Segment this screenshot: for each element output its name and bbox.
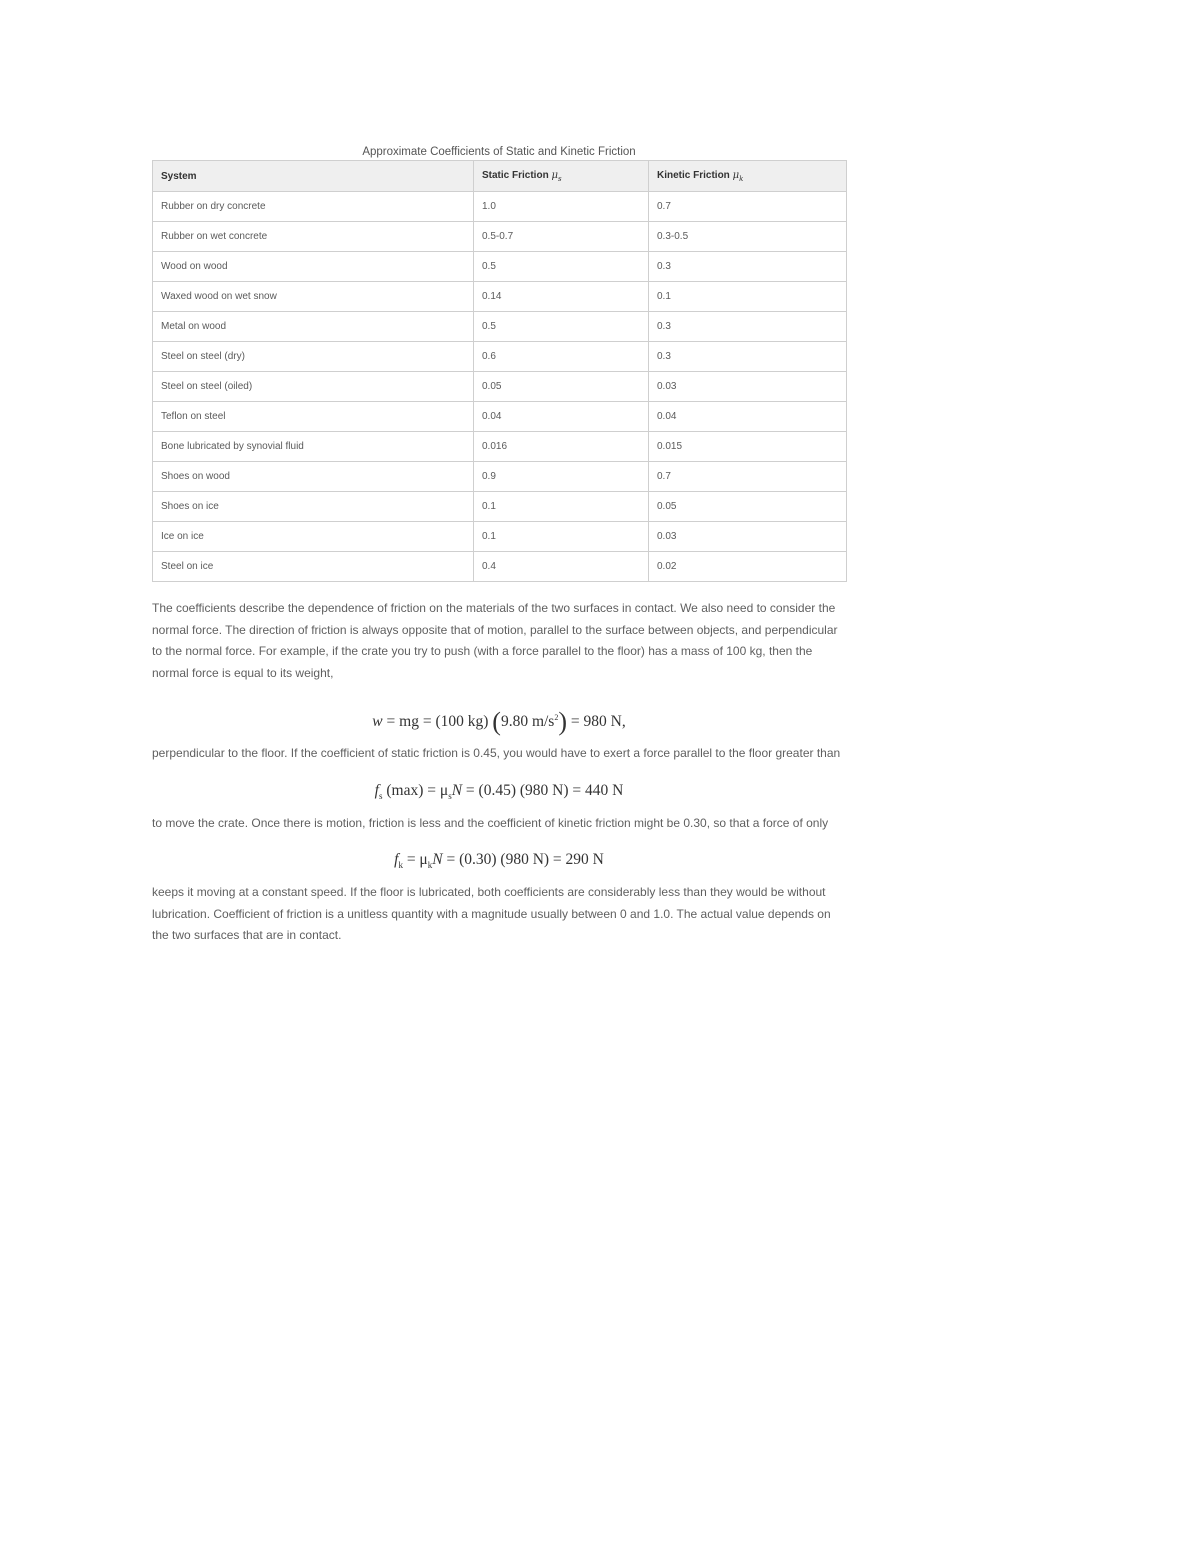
cell-system: Steel on steel (oiled) [153, 372, 474, 402]
cell-system: Shoes on ice [153, 492, 474, 522]
cell-static: 0.5 [474, 312, 649, 342]
table-row [153, 492, 847, 522]
cell-system: Teflon on steel [153, 402, 474, 432]
cell-system: Steel on steel (dry) [153, 342, 474, 372]
equation-kinetic-friction: $f_k = \mu_kN = (0.30)$ (980 N) = 290 N [394, 851, 604, 871]
table-caption: Approximate Coefficients of Static and Kinetic Friction [362, 146, 636, 158]
table-row [153, 192, 847, 222]
friction-table [152, 160, 847, 582]
header-system: System [153, 161, 474, 192]
cell-static: 0.1 [474, 522, 649, 552]
cell-static: 0.05 [474, 372, 649, 402]
cell-system: Waxed wood on wet snow [153, 282, 474, 312]
cell-system: Rubber on wet concrete [153, 222, 474, 252]
cell-system: Rubber on dry concrete [153, 192, 474, 222]
table-row [153, 432, 847, 462]
table-row [153, 552, 847, 582]
header-kinetic-friction: Kinetic Friction $\mu_k$ [649, 161, 847, 192]
cell-kinetic: 0.3 [649, 252, 847, 282]
cell-system: Steel on ice [153, 552, 474, 582]
cell-static: 0.9 [474, 462, 649, 492]
paragraph-lubrication: keeps it moving at a constant speed. If the floor is lubricated, both coefficients are considerably less than they would be without lubrication. Coefficient of friction is a unitless quantity with a magnitude usually between 0 and 1.0. The actual value depends on the two surfaces that are in contact. [152, 885, 831, 942]
cell-kinetic: 0.3 [649, 342, 847, 372]
cell-kinetic: 0.05 [649, 492, 847, 522]
cell-kinetic: 0.03 [649, 522, 847, 552]
cell-static: 0.04 [474, 402, 649, 432]
header-static-friction: Static Friction $\mu_s$ [474, 161, 649, 192]
cell-system: Ice on ice [153, 522, 474, 552]
cell-static: 0.14 [474, 282, 649, 312]
cell-kinetic: 0.3-0.5 [649, 222, 847, 252]
table-row [153, 372, 847, 402]
cell-kinetic: 0.3 [649, 312, 847, 342]
mu-k-symbol: $\mu_k$ [732, 169, 744, 183]
cell-kinetic: 0.03 [649, 372, 847, 402]
cell-system: Bone lubricated by synovial fluid [153, 432, 474, 462]
cell-static: 0.1 [474, 492, 649, 522]
cell-static: 0.4 [474, 552, 649, 582]
table-row [153, 402, 847, 432]
cell-kinetic: 0.04 [649, 402, 847, 432]
table-row [153, 252, 847, 282]
cell-system: Shoes on wood [153, 462, 474, 492]
cell-static: 0.5-0.7 [474, 222, 649, 252]
cell-static: 1.0 [474, 192, 649, 222]
cell-static: 0.016 [474, 432, 649, 462]
paragraph-normal-force: The coefficients describe the dependence of friction on the materials of the two surfaces in contact. We also need to consider the normal force. The direction of friction is always opposite that of motion, parallel to the surface between objects, and perpendicular to the normal force. For example, if the crate you try to push (with a force parallel to the floor) has a mass of 100 kg, then the normal force is equal to its weight, [152, 601, 838, 680]
table-row [153, 342, 847, 372]
equation-weight: w = mg = (100 kg) (9.80 $m/s^2) = 980$ N, [372, 707, 626, 737]
mu-s-symbol: $\mu_s$ [551, 169, 562, 183]
cell-kinetic: 0.015 [649, 432, 847, 462]
cell-system: Metal on wood [153, 312, 474, 342]
table-row [153, 222, 847, 252]
table-row [153, 462, 847, 492]
table-header-row [153, 161, 847, 192]
cell-kinetic: 0.7 [649, 462, 847, 492]
cell-static: 0.6 [474, 342, 649, 372]
table-row [153, 282, 847, 312]
cell-system: Wood on wood [153, 252, 474, 282]
paragraph-static-friction: perpendicular to the floor. If the coefficient of static friction is 0.45, you would have to exert a force parallel to the floor greater than [152, 746, 841, 760]
cell-kinetic: 0.1 [649, 282, 847, 312]
table-row [153, 312, 847, 342]
cell-kinetic: 0.7 [649, 192, 847, 222]
paragraph-kinetic-friction: to move the crate. Once there is motion, friction is less and the coefficient of kinetic friction might be 0.30, so that a force of only [152, 815, 829, 830]
cell-kinetic: 0.02 [649, 552, 847, 582]
table-row [153, 522, 847, 552]
cell-static: 0.5 [474, 252, 649, 282]
equation-static-friction: $f_s$ $(\max) = \mu_sN = (0.45)$ (980 N) = 440 N [374, 781, 624, 801]
document-content [152, 144, 846, 947]
